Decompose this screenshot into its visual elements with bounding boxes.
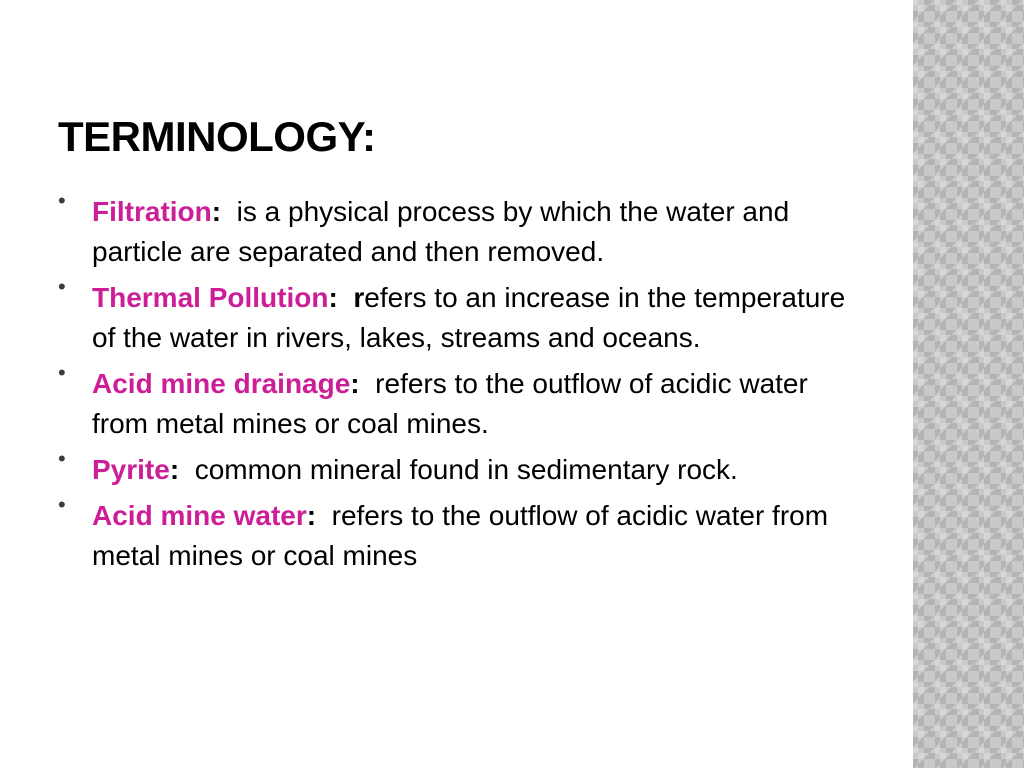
- list-item-acid-mine-drainage: [58, 360, 848, 444]
- list-item-pyrite: [58, 446, 848, 490]
- term-label: Pyrite: [92, 454, 170, 485]
- bullet-icon: •: [58, 360, 66, 385]
- bullet-icon: •: [58, 446, 66, 471]
- term-colon: :: [211, 196, 222, 227]
- term-label: Thermal Pollution: [92, 282, 329, 313]
- term-label: Filtration: [92, 196, 212, 227]
- terminology-list: [58, 188, 848, 582]
- term-colon: :: [169, 454, 180, 485]
- definition-text: refers to the outflow of acidic water from metal mines or coal mines.: [92, 368, 816, 439]
- bullet-icon: •: [58, 274, 66, 299]
- list-item-acid-mine-water: [58, 492, 848, 576]
- definition-text: refers to the outflow of acidic water from metal mines or coal mines: [92, 500, 836, 571]
- definition-lead: r: [337, 282, 365, 313]
- bullet-icon: •: [58, 492, 66, 517]
- term-label: Acid mine water: [92, 500, 307, 531]
- term-label: Acid mine drainage: [92, 368, 351, 399]
- term-colon: :: [306, 500, 317, 531]
- decorative-side-panel: [913, 0, 1024, 768]
- definition-text: efers to an increase in the temperature of the water in rivers, lakes, streams and oceans.: [92, 282, 846, 353]
- term-colon: :: [328, 282, 338, 313]
- list-item-thermal-pollution: [58, 274, 848, 358]
- definition-text: common mineral found in sedimentary rock.: [179, 454, 738, 485]
- bullet-icon: •: [58, 188, 66, 213]
- slide-title: TERMINOLOGY:: [58, 113, 376, 160]
- term-colon: :: [350, 368, 360, 399]
- definition-text: is a physical process by which the water and particle are separated and then removed.: [92, 196, 797, 267]
- list-item-filtration: [58, 188, 848, 272]
